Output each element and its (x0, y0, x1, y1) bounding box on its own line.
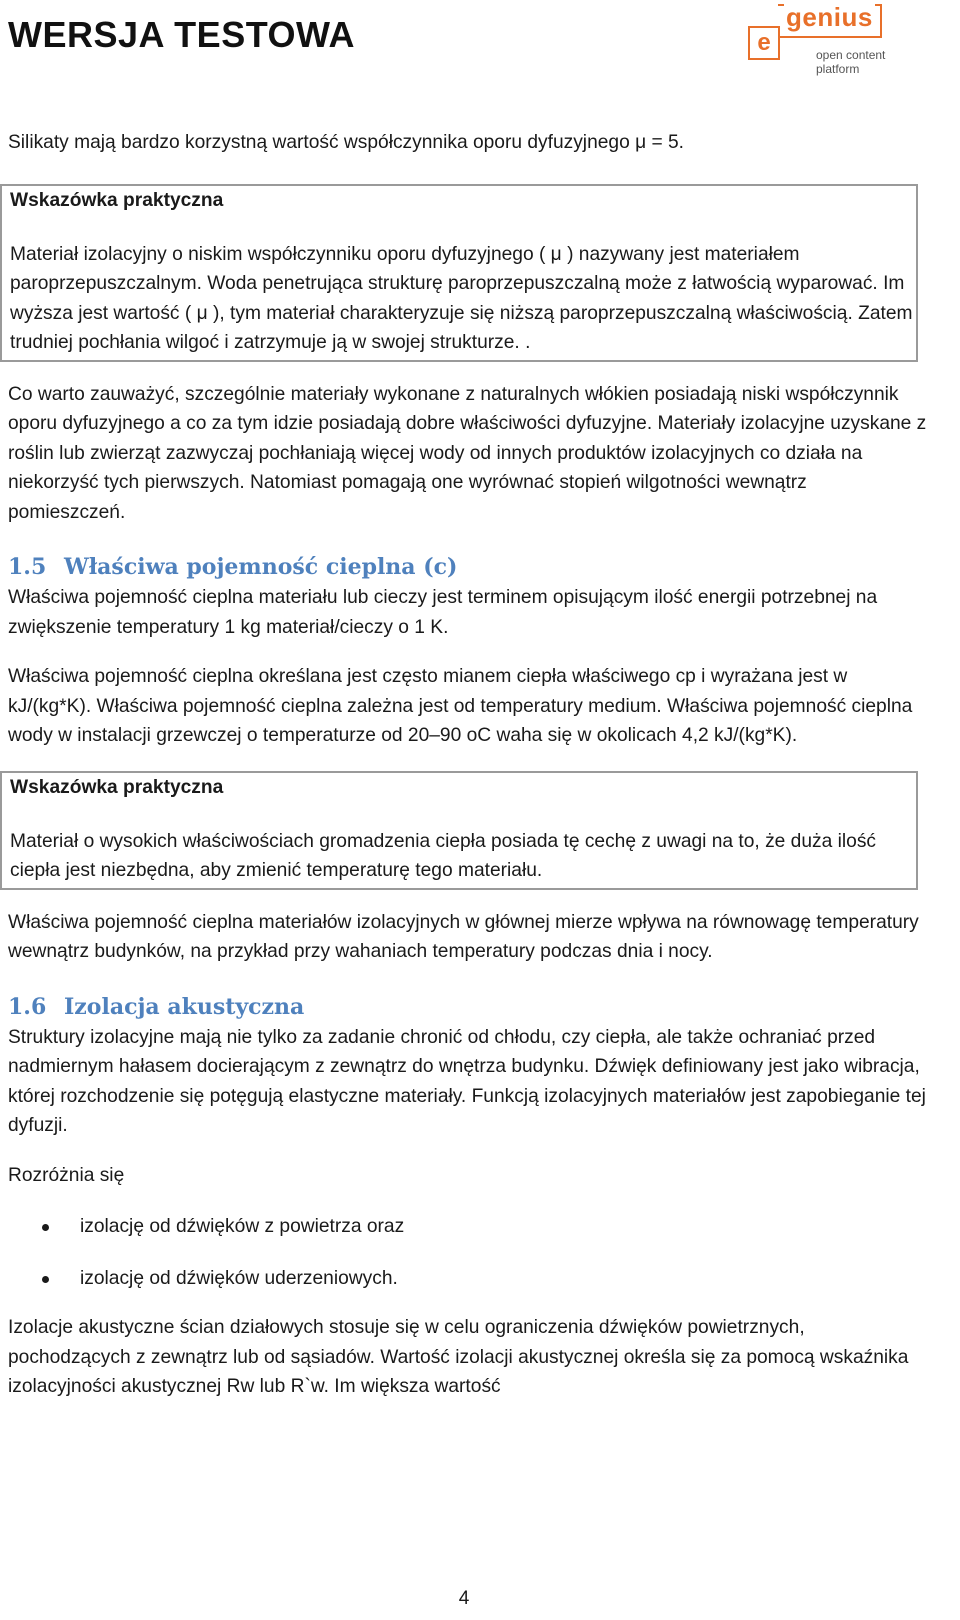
list-item: izolację od dźwięków z powietrza oraz (8, 1212, 928, 1242)
logo-tagline (816, 48, 926, 76)
section-heading-1-5 (8, 551, 928, 583)
logo-name: genius (786, 2, 873, 32)
section-heading-1-6 (8, 991, 928, 1023)
practical-tip-body: Materiał izolacyjny o niskim współczynniku oporu dyfuzyjnego ( μ ) nazywany jest materiałem paroprzepuszczalnym. Woda penetrująca strukturę paroprzepuszczalną może z łatwością wyparować. Im wyższa jest wartość ( μ ), tym materiał charakteryzuje się niższą paroprzepuszczalną właściwością. Zatem trudniej pochłania wilgoć i zatrzymuje ją w swojej strukturze. . (10, 243, 913, 353)
practical-tip-box-1 (0, 184, 918, 362)
document-body (8, 128, 928, 1402)
natural-materials-paragraph: Co warto zauważyć, szczególnie materiały wykonane z naturalnych włókien posiadają niski współczynnik oporu dyfuzyjnego a co za tym idzie posiadają dobre właściwości dyfuzyjne. Materiały izolacyjne uzyskane z roślin lub zwierząt zazwyczaj pochłaniają więcej wody od innych produktów izolacyjnych co działa na niekorzyść tych pierwszych. Natomiast pomagają one wyrównać stopień wilgotności wewnątrz pomieszczeń. (8, 383, 927, 523)
logo-tagline-line-2: platform (816, 62, 860, 76)
section-title: Izolacja akustyczna (64, 993, 305, 1020)
heat-capacity-details: Właściwa pojemność cieplna określana jest często mianem ciepła właściwego cp i wyrażana jest w kJ/(kg*K). Właściwa pojemność cieplna zależna jest od temperatury medium. Właściwa pojemność cieplna wody w instalacji grzewczej o temperaturze od 20–90 oC waha się w okolicach 4,2 kJ/(kg*K). (8, 666, 913, 746)
section-number: 1.5 (8, 554, 47, 580)
egenius-logo (748, 0, 928, 84)
page-header-title: WERSJA TESTOWA (8, 14, 356, 55)
practical-tip-title: Wskazówka praktyczna (10, 776, 224, 798)
logo-letter: e (748, 26, 780, 60)
section-title: Właściwa pojemność cieplna (c) (64, 554, 458, 580)
page-number: 4 (458, 1588, 470, 1609)
heat-capacity-definition: Właściwa pojemność cieplna materiału lub cieczy jest terminem opisującym ilość energii potrzebnej na zwiększenie temperatury 1 kg materiał/cieczy o 1 K. (8, 587, 878, 638)
section-number: 1.6 (8, 993, 47, 1020)
list-item: izolację od dźwięków uderzeniowych. (8, 1264, 928, 1294)
logo-tagline-line-1: open content (816, 48, 886, 62)
insulation-types-list (8, 1212, 928, 1293)
practical-tip-title: Wskazówka praktyczna (10, 189, 224, 211)
intro-paragraph: Silikaty mają bardzo korzystną wartość współczynnika oporu dyfuzyjnego μ = 5. (8, 132, 685, 153)
practical-tip-box-2 (0, 771, 918, 890)
partition-walls-paragraph: Izolacje akustyczne ścian działowych stosuje się w celu ograniczenia dźwięków powietrznych, pochodzących z zewnątrz lub od sąsiadów. Wartość izolacji akustycznej określa się za pomocą wskaźnika izolacyjności akustycznej Rw lub R`w. Im większa wartość (8, 1317, 909, 1397)
temperature-balance-paragraph: Właściwa pojemność cieplna materiałów izolacyjnych w głównej mierze wpływa na równowagę temperatury wewnątrz budynków, na przykład przy wahaniach temperatury podczas dnia i nocy. (8, 911, 919, 962)
acoustic-intro-paragraph: Struktury izolacyjne mają nie tylko za zadanie chronić od chłodu, czy ciepła, ale także ochraniać przed nadmiernym hałasem docierającym z zewnątrz do wnętrza budynku. Dźwięk definiowany jest jako wibracja, której rozchodzenie się potęgują elastyczne materiały. Funkcją izolacyjnych materiałów jest zapobieganie tej dyfuzji. (8, 1026, 926, 1136)
distinction-lead: Rozróżnia się (8, 1164, 125, 1186)
practical-tip-body: Materiał o wysokich właściwościach gromadzenia ciepła posiada tę cechę z uwagi na to, że duża ilość ciepła jest niezbędna, aby zmienić temperaturę tego materiału. (10, 830, 877, 881)
